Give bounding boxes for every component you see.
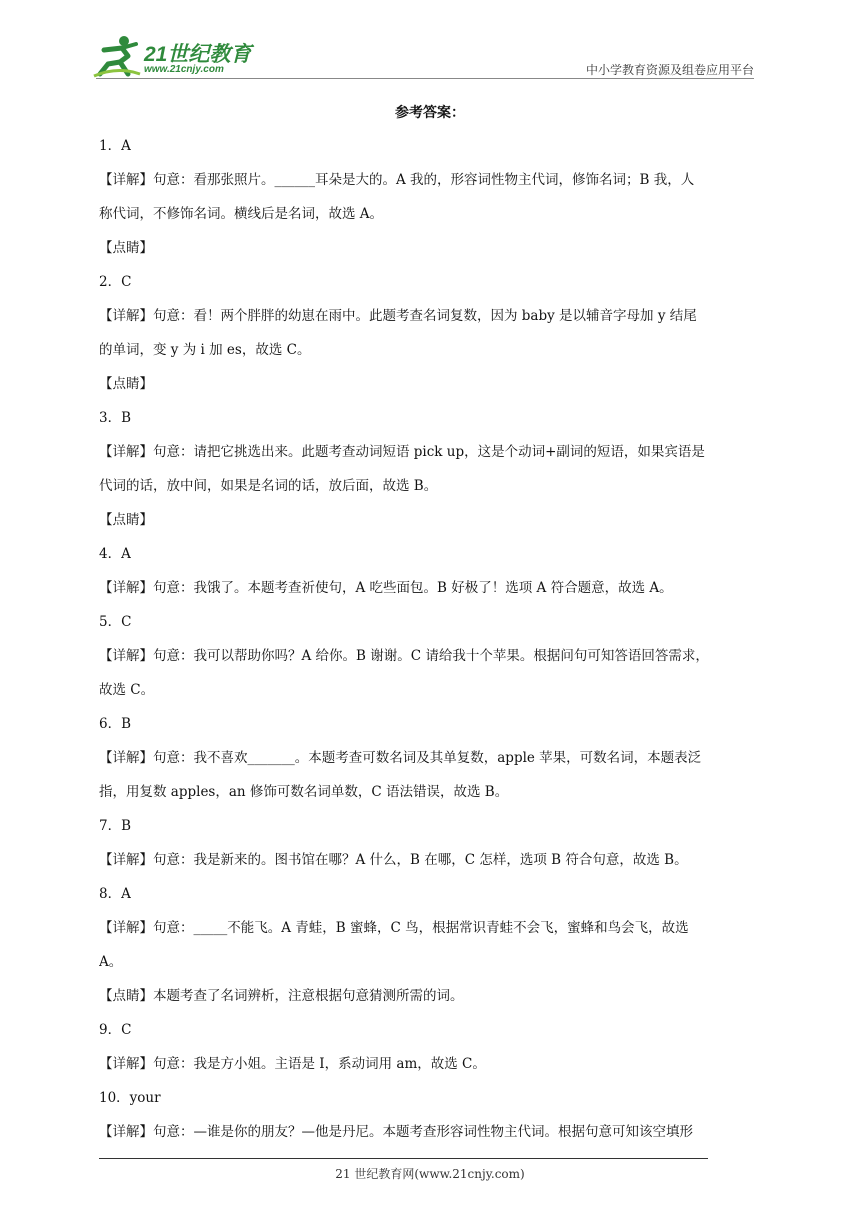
answer-line: 10．your bbox=[99, 1090, 161, 1106]
answer-line: 【详解】句意：我可以帮助你吗？A 给你。B 谢谢。C 请给我十个苹果。根据问句可知答语回答需求， bbox=[99, 648, 709, 664]
answer-line: 【详解】句意：看！两个胖胖的幼崽在雨中。此题考查名词复数，因为 baby 是以辅音字母加 y 结尾 bbox=[99, 308, 697, 324]
answer-line: 【点睛】本题考查了名词辨析，注意根据句意猜测所需的词。 bbox=[99, 988, 464, 1004]
answer-line: 的单词，变 y 为 i 加 es，故选 C。 bbox=[99, 342, 311, 358]
answer-line: 【详解】句意：我饿了。本题考查祈使句，A 吃些面包。B 好极了！选项 A 符合题意，故选 A。 bbox=[99, 580, 673, 596]
site-logo bbox=[92, 34, 262, 78]
logo-url-text: www.21cnjy.com bbox=[144, 64, 224, 75]
answer-line: 5．C bbox=[99, 614, 132, 630]
answer-line: 指，用复数 apples，an 修饰可数名词单数，C 语法错误，故选 B。 bbox=[99, 784, 509, 800]
answer-line: 9．C bbox=[99, 1022, 132, 1038]
answer-line: 称代词，不修饰名词。横线后是名词，故选 A。 bbox=[99, 206, 384, 222]
answer-line: 【详解】句意：我是方小姐。主语是 I，系动词用 am，故选 C。 bbox=[99, 1056, 486, 1072]
answer-line: 【详解】句意：我不喜欢_______。本题考查可数名词及其单复数，apple 苹果，可数名词，本题表泛 bbox=[99, 750, 702, 766]
answer-line: 【详解】句意：请把它挑选出来。此题考查动词短语 pick up，这是个动词+副词的短语，如果宾语是 bbox=[99, 444, 705, 460]
answer-line: A。 bbox=[99, 954, 123, 970]
answer-line: 【点睛】 bbox=[99, 240, 153, 256]
answer-line: 7．B bbox=[99, 818, 132, 834]
answer-line: 【详解】句意：—谁是你的朋友？—他是丹尼。本题考查形容词性物主代词。根据句意可知该空填形 bbox=[99, 1124, 693, 1140]
answer-line: 【详解】句意：我是新来的。图书馆在哪？A 什么，B 在哪，C 怎样，选项 B 符合句意，故选 B。 bbox=[99, 852, 688, 868]
answer-content bbox=[99, 129, 761, 1149]
header-platform-text: 中小学教育资源及组卷应用平台 bbox=[585, 63, 754, 77]
answer-line: 8．A bbox=[99, 886, 131, 902]
footer-divider bbox=[99, 1158, 708, 1159]
header-divider bbox=[96, 78, 754, 79]
logo-brand-text: 21世纪教育 bbox=[144, 43, 252, 66]
page-title: 参考答案： bbox=[395, 105, 465, 121]
answer-line: 【点睛】 bbox=[99, 512, 153, 528]
answer-line: 代词的话，放中间，如果是名词的话，放后面，故选 B。 bbox=[99, 478, 438, 494]
answer-line: 6．B bbox=[99, 716, 132, 732]
answer-line: 2．C bbox=[99, 274, 132, 290]
answer-line: 【详解】句意：看那张照片。______耳朵是大的。A 我的，形容词性物主代词，修饰名词；B 我，人 bbox=[99, 172, 695, 188]
answer-line: 【详解】句意：_____不能飞。A 青蛙，B 蜜蜂，C 鸟，根据常识青蛙不会飞，蜜蜂和鸟会飞，故选 bbox=[99, 920, 689, 936]
footer-text: 21 世纪教育网(www.21cnjy.com) bbox=[335, 1167, 525, 1181]
answer-line: 3．B bbox=[99, 410, 132, 426]
runner-logo-icon bbox=[92, 34, 142, 78]
answer-line: 4．A bbox=[99, 546, 131, 562]
answer-line: 1．A bbox=[99, 138, 131, 154]
answer-line: 故选 C。 bbox=[99, 682, 155, 698]
answer-line: 【点睛】 bbox=[99, 376, 153, 392]
